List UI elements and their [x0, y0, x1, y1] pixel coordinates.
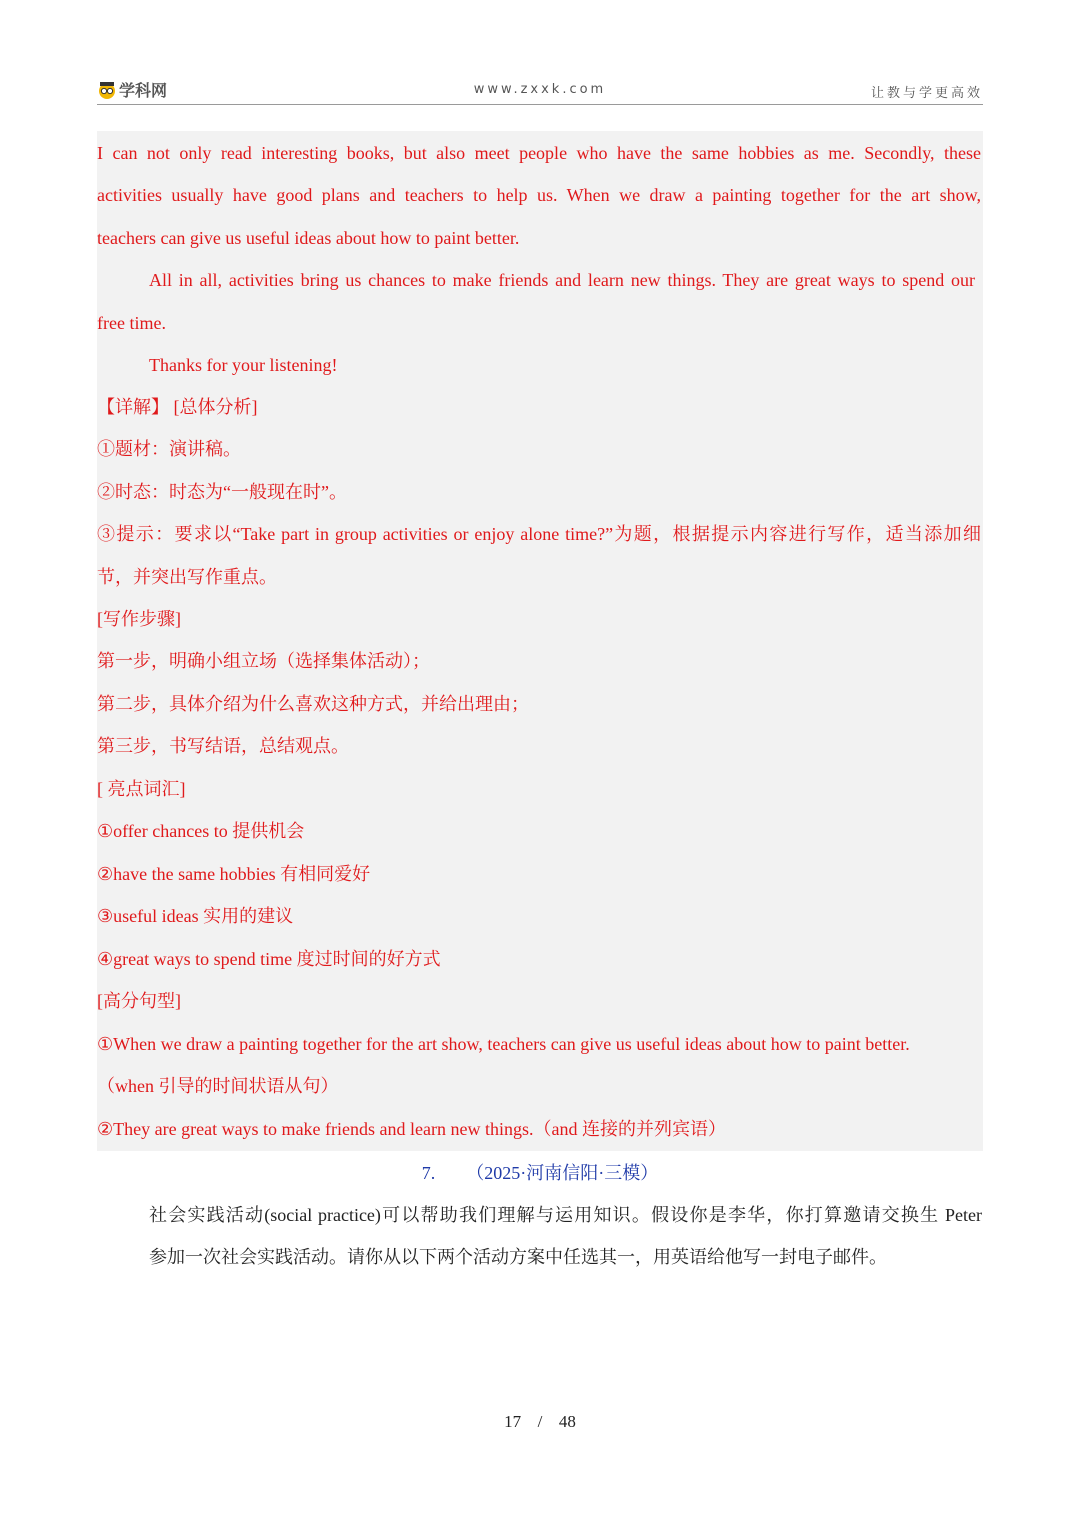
question-text-line: 参加一次社会实践活动。请你从以下两个活动方案中任选其一，用英语给他写一封电子邮件。	[149, 1247, 887, 1267]
question-header	[0, 1158, 1080, 1188]
question-source: （2025·河南信阳·三模）	[466, 1163, 659, 1183]
answer-line: Thanks for your listening!	[149, 355, 338, 375]
answer-line: I can not only read interesting books, but also meet people who have the same hobbies as me. Secondly, these	[97, 143, 981, 163]
step-item: 第三步，书写结语，总结观点。	[97, 736, 349, 756]
answer-line: teachers can give us useful ideas about how to paint better.	[97, 228, 520, 248]
sentence-note: （when 引导的时间状语从句）	[97, 1076, 339, 1096]
sentence-item: ①When we draw a painting together for the art show, teachers can give us useful ideas about how to paint better.	[97, 1034, 910, 1054]
page-number	[0, 1412, 1080, 1432]
analysis-item: 节，并突出写作重点。	[97, 567, 277, 587]
sentence-item: ②They are great ways to make friends and learn new things.（and 连接的并列宾语）	[97, 1119, 726, 1139]
vocab-item: ③useful ideas 实用的建议	[97, 906, 294, 926]
question-text-line: 社会实践活动(social practice)可以帮助我们理解与运用知识。假设你是李华，你打算邀请交换生 Peter	[149, 1205, 982, 1225]
analysis-item: ③提示：要求以“Take part in group activities or enjoy alone time?”为题，根据提示内容进行写作，适当添加细	[97, 524, 981, 544]
analysis-item: ①题材：演讲稿。	[97, 439, 241, 459]
logo-text: 学科网	[119, 81, 168, 100]
steps-heading: [写作步骤]	[97, 609, 181, 629]
sentence-heading: [高分句型]	[97, 991, 181, 1011]
site-url: www.zxxk.com	[473, 82, 607, 97]
answer-line: activities usually have good plans and teachers to help us. When we draw a painting together for the art show,	[97, 185, 981, 205]
header-slogan: 让教与学更高效	[870, 86, 983, 101]
analysis-item: ②时态：时态为“一般现在时”。	[97, 482, 347, 502]
page-total: 48	[558, 1412, 576, 1431]
vocab-heading: [ 亮点词汇]	[97, 779, 186, 799]
step-item: 第一步，明确小组立场（选择集体活动）；	[97, 651, 430, 671]
answer-block	[97, 131, 983, 1151]
page-separator: /	[537, 1412, 543, 1431]
vocab-item: ④great ways to spend time 度过时间的好方式	[97, 949, 441, 969]
vocab-item: ②have the same hobbies 有相同爱好	[97, 864, 371, 884]
page-current: 17	[504, 1412, 522, 1431]
question-number: 7.	[421, 1163, 436, 1183]
answer-line: All in all, activities bring us chances to make friends and learn new things. They are great ways to spend our	[149, 270, 975, 290]
page-header	[97, 74, 983, 105]
answer-line: free time.	[97, 313, 166, 333]
vocab-item: ①offer chances to 提供机会	[97, 821, 305, 841]
analysis-heading: 【详解】 [总体分析]	[97, 397, 258, 417]
step-item: 第二步，具体介绍为什么喜欢这种方式，并给出理由；	[97, 694, 529, 714]
